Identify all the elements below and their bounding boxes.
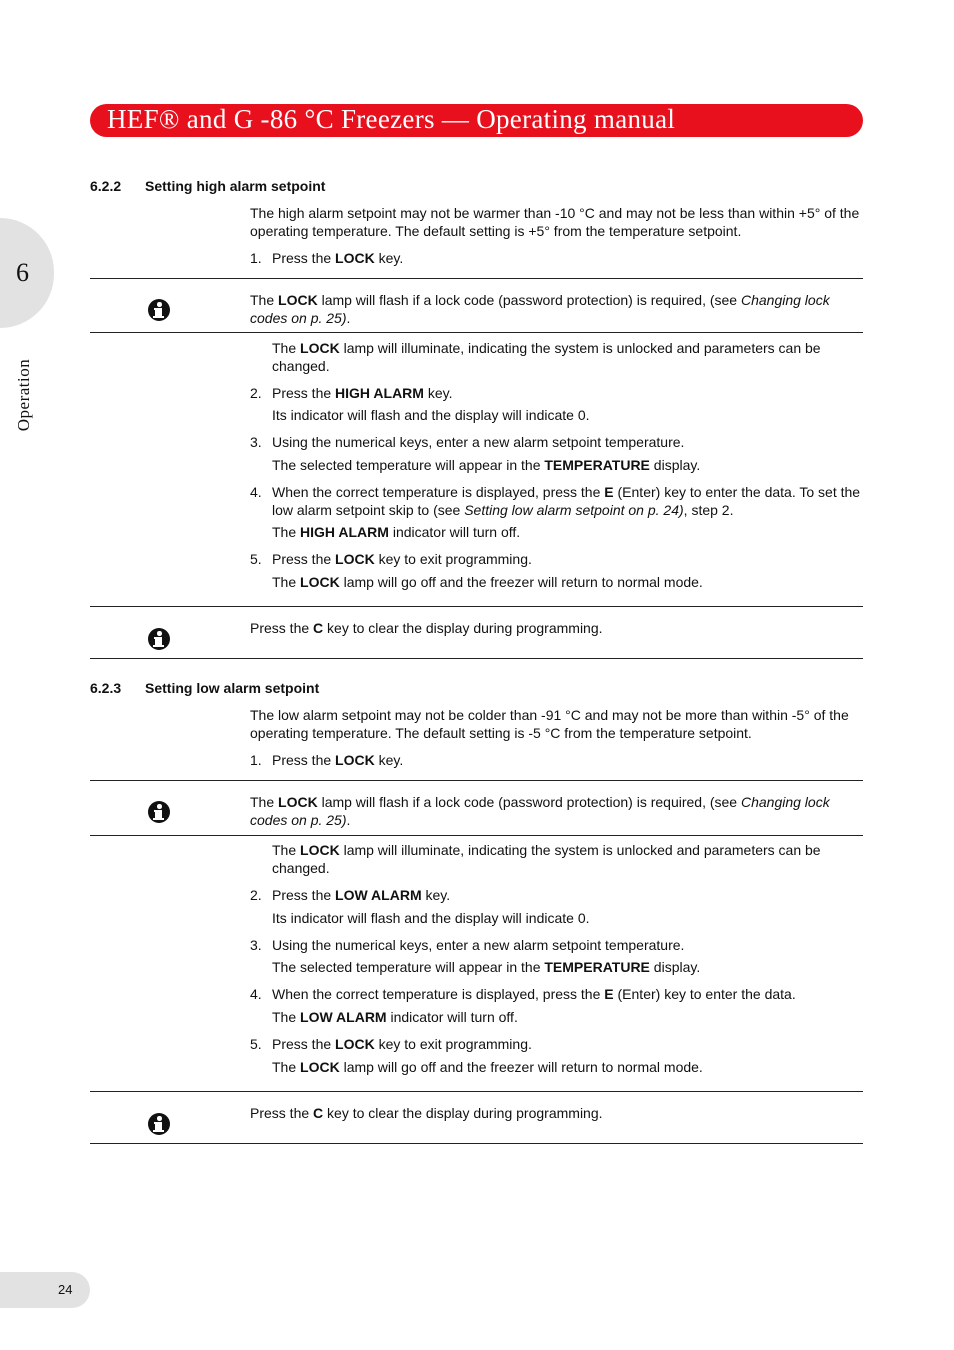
- chapter-label: Operation: [14, 358, 33, 432]
- step-result: The LOCK lamp will go off and the freezer will return to normal mode.: [272, 574, 703, 590]
- step-2: 2. Press the LOW ALARM key.: [250, 887, 862, 905]
- step-4: 4. When the correct temperature is displayed, press the E (Enter) key to enter the data. To set the low alarm setpoint skip to (see Setting low alarm setpoint on p. 24), step 2.: [250, 484, 861, 518]
- step-result: The LOW ALARM indicator will turn off.: [272, 1009, 518, 1025]
- step-text: Press the LOW ALARM key.: [272, 887, 451, 903]
- step-result: The LOCK lamp will illuminate, indicating the system is unlocked and parameters can be changed.: [272, 842, 821, 876]
- step-text: Using the numerical keys, enter a new alarm setpoint temperature.: [272, 434, 685, 450]
- step-text: Press the LOCK key.: [272, 752, 404, 768]
- step-text: When the correct temperature is displayed, press the E (Enter) key to enter the data. To set the low alarm setpoint skip to (see Setting low alarm setpoint on p. 24), step 2.: [272, 484, 861, 518]
- divider: [90, 658, 863, 659]
- step-result: The LOCK lamp will illuminate, indicating the system is unlocked and parameters can be changed.: [272, 340, 821, 374]
- manual-title-banner: HEF® and G -86 °C Freezers — Operating manual: [90, 104, 863, 137]
- step-text: Press the LOCK key to exit programming.: [272, 1036, 532, 1052]
- step-result: The LOCK lamp will go off and the freezer will return to normal mode.: [272, 1059, 703, 1075]
- step-text: When the correct temperature is displayed, press the E (Enter) key to enter the data.: [272, 986, 796, 1002]
- step-result: The selected temperature will appear in the TEMPERATURE display.: [272, 457, 701, 473]
- intro-paragraph: The high alarm setpoint may not be warmer than -10 °C and may not be less than within +5° of the operating temperature. The default setting is +5° from the temperature setpoint.: [250, 205, 860, 239]
- note-lock-code: The LOCK lamp will flash if a lock code (password protection) is required, (see Changing lock codes on p. 25).: [250, 794, 830, 828]
- section-title: Setting high alarm setpoint: [145, 178, 326, 194]
- step-text: Press the LOCK key.: [272, 250, 404, 266]
- info-icon: [148, 1113, 170, 1135]
- step-5: 5. Press the LOCK key to exit programming.: [250, 551, 862, 569]
- step-result: The selected temperature will appear in the TEMPERATURE display.: [272, 959, 701, 975]
- chapter-number: 6: [16, 258, 29, 287]
- step-3: 3. Using the numerical keys, enter a new alarm setpoint temperature.: [250, 937, 862, 955]
- step-text: Using the numerical keys, enter a new alarm setpoint temperature.: [272, 937, 685, 953]
- divider: [90, 278, 863, 279]
- step-3: 3. Using the numerical keys, enter a new alarm setpoint temperature.: [250, 434, 862, 452]
- step-5: 5. Press the LOCK key to exit programming.: [250, 1036, 862, 1054]
- step-1: 1. Press the LOCK key.: [250, 752, 862, 770]
- divider: [90, 332, 863, 333]
- page-number: 24: [58, 1282, 73, 1297]
- step-text: Press the HIGH ALARM key.: [272, 385, 453, 401]
- step-result: The HIGH ALARM indicator will turn off.: [272, 524, 521, 540]
- intro-paragraph: The low alarm setpoint may not be colder than -91 °C and may not be more than within -5° of the operating temperature. The default setting is -5 °C from the temperature setpoint.: [250, 707, 849, 741]
- step-4: 4. When the correct temperature is displayed, press the E (Enter) key to enter the data.: [250, 986, 862, 1004]
- info-icon: [148, 628, 170, 650]
- divider: [90, 1091, 863, 1092]
- note-clear-key: Press the C key to clear the display during programming.: [250, 620, 603, 636]
- section-number: 6.2.3: [90, 680, 122, 696]
- step-result: Its indicator will flash and the display will indicate 0.: [272, 910, 590, 926]
- page-number-tab: [0, 1272, 90, 1308]
- section-heading-low-alarm: [90, 680, 319, 696]
- section-title: Setting low alarm setpoint: [145, 680, 320, 696]
- step-result: Its indicator will flash and the display will indicate 0.: [272, 407, 590, 423]
- section-heading-high-alarm: [90, 178, 325, 194]
- divider: [90, 606, 863, 607]
- divider: [90, 780, 863, 781]
- section-number: 6.2.2: [90, 178, 122, 194]
- step-2: 2. Press the HIGH ALARM key.: [250, 385, 862, 403]
- step-1: 1. Press the LOCK key.: [250, 250, 862, 268]
- note-clear-key: Press the C key to clear the display during programming.: [250, 1105, 603, 1121]
- info-icon: [148, 801, 170, 823]
- note-lock-code: The LOCK lamp will flash if a lock code (password protection) is required, (see Changing lock codes on p. 25).: [250, 292, 830, 326]
- divider: [90, 835, 863, 836]
- info-icon: [148, 299, 170, 321]
- step-text: Press the LOCK key to exit programming.: [272, 551, 532, 567]
- divider: [90, 1143, 863, 1144]
